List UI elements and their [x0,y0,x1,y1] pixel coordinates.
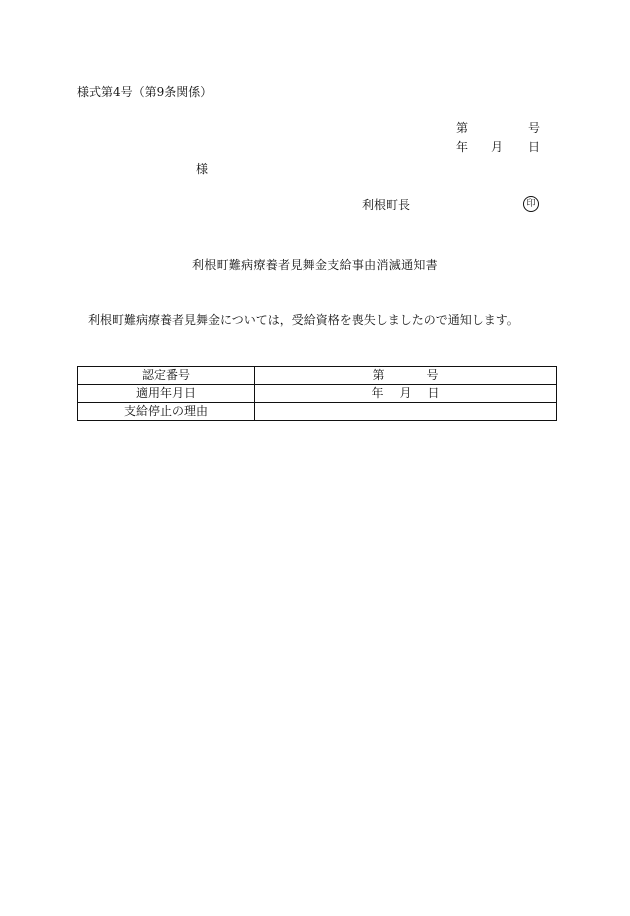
value-month: 月 [399,386,412,400]
value-year: 年 [371,386,384,400]
table-row [78,385,557,403]
row-label-stop-reason: 支給停止の理由 [78,403,255,421]
info-table [77,366,557,421]
row-label-effective-date: 適用年月日 [78,385,255,403]
row-label-certification-number: 認定番号 [78,367,255,385]
form-number: 様式第4号（第9条関係） [77,85,213,99]
value-dai: 第 [372,368,385,382]
issuer-title: 利根町長 [362,198,411,212]
row-value-effective-date [255,385,557,403]
table-row [78,367,557,385]
document-title: 利根町難病療養者見舞金支給事由消滅通知書 [191,258,438,272]
seal-mark: 印 [523,196,539,212]
doc-number-suffix: 号 [528,121,541,135]
table-row [78,403,557,421]
value-go: 号 [426,368,439,382]
date-day: 日 [528,140,541,154]
doc-number-prefix: 第 [456,121,469,135]
addressee-honorific: 様 [196,162,209,176]
body-text: 利根町難病療養者見舞金については，受給資格を喪失しましたので通知します。 [88,313,519,327]
date-month: 月 [491,140,504,154]
row-value-certification-number [255,367,557,385]
row-value-stop-reason [255,403,557,421]
value-day: 日 [427,386,440,400]
date-year: 年 [456,140,469,154]
